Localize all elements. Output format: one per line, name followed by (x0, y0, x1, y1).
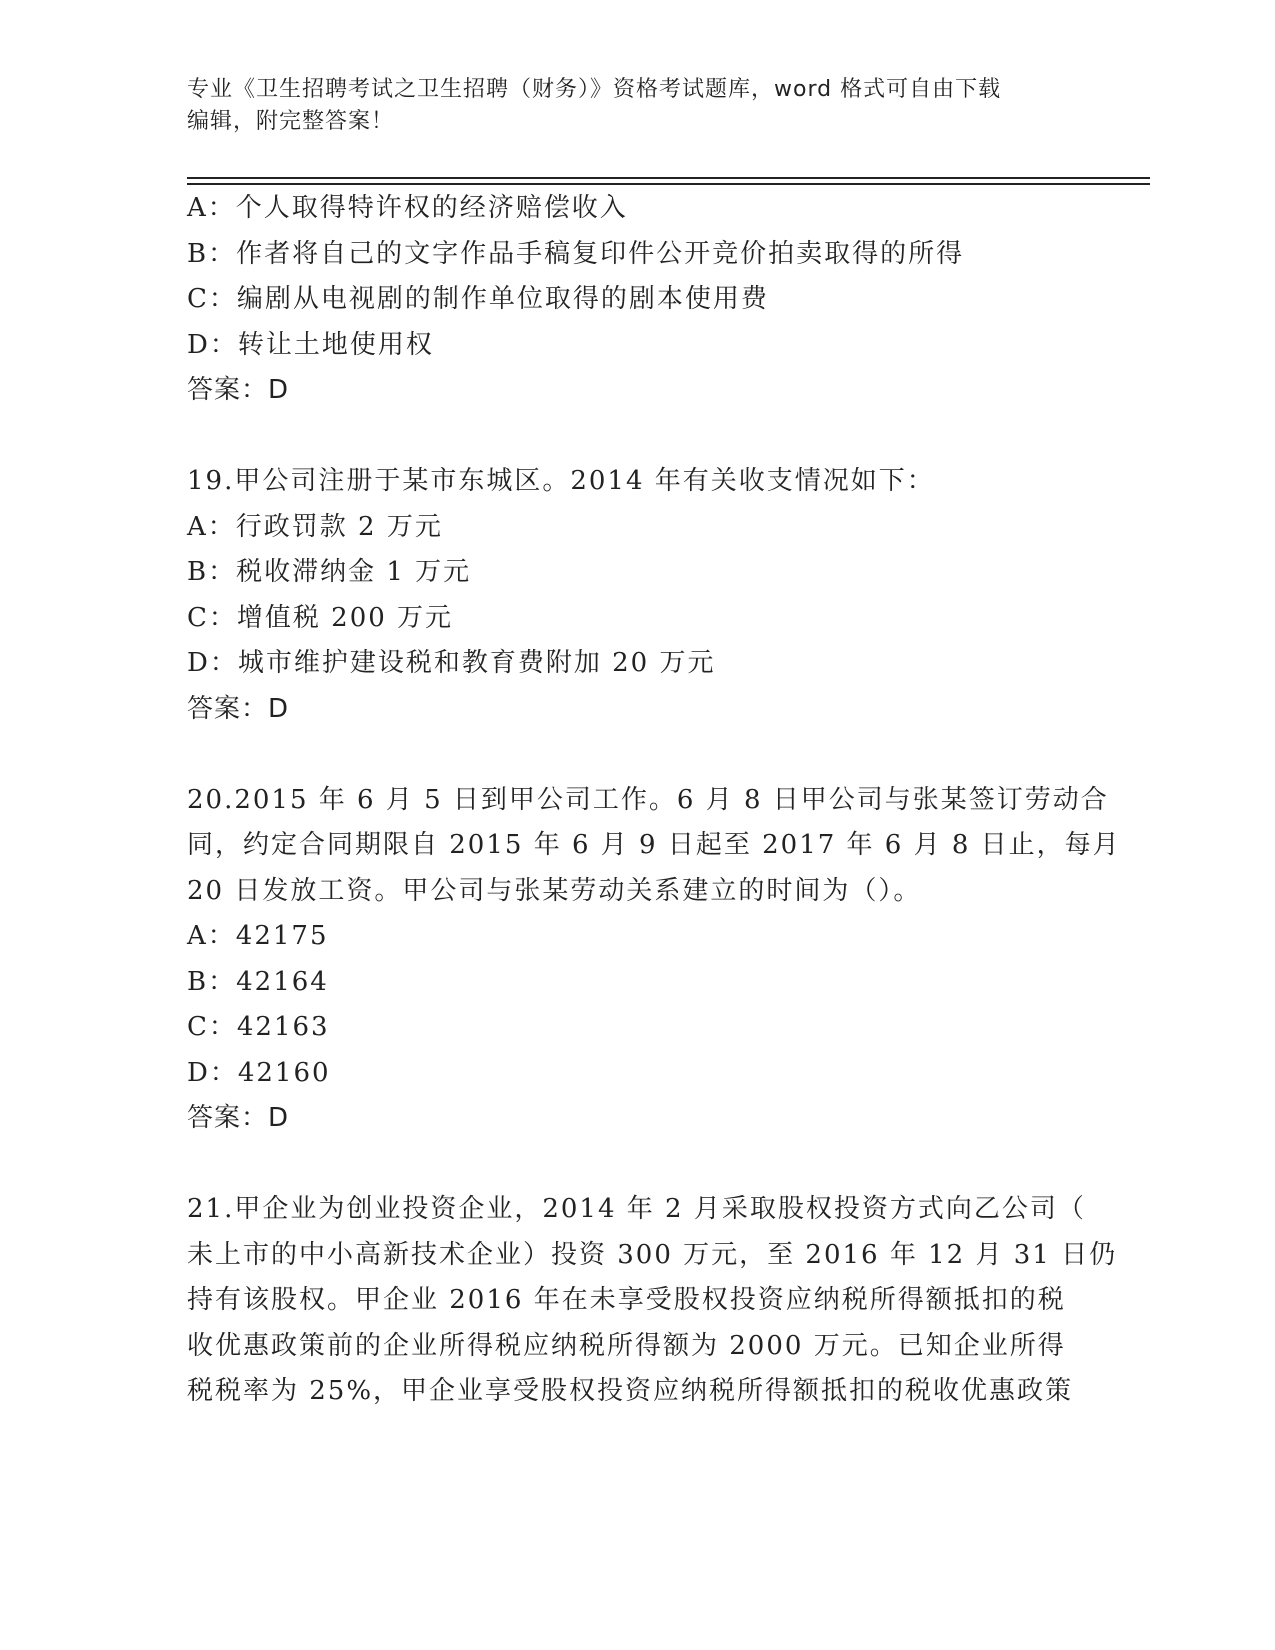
question-19 (187, 459, 1077, 732)
header-divider-top (187, 177, 1150, 179)
answer: 答案：D (187, 375, 290, 405)
answer: 答案：D (187, 693, 290, 724)
question-stem-line-3: 20 日发放工资。甲公司与张某劳动关系建立的时间为（）。 (187, 875, 922, 906)
option-d: D：42160 (187, 1057, 331, 1088)
question-18 (187, 186, 1077, 414)
option-c: C：增值税 200 万元 (187, 602, 454, 633)
option-a: A：行政罚款 2 万元 (187, 511, 443, 542)
option-a: A：42175 (187, 921, 329, 951)
question-stem-line-1: 20.2015 年 6 月 5 日到甲公司工作。6 月 8 日甲公司与张某签订劳动合 (187, 784, 1109, 815)
question-21 (187, 1187, 1118, 1415)
question-stem-line-2: 未上市的中小高新技术企业）投资 300 万元，至 2016 年 12 月 31 日仍 (187, 1239, 1118, 1270)
question-stem-line-4: 收优惠政策前的企业所得税应纳税所得额为 2000 万元。已知企业所得 (187, 1330, 1066, 1361)
option-c: C：42163 (187, 1012, 330, 1042)
option-d: D：转让土地使用权 (187, 329, 434, 360)
question-content (187, 186, 1121, 1415)
question-stem-line-5: 税税率为 25%，甲企业享受股权投资应纳税所得额抵扣的税收优惠政策 (187, 1376, 1074, 1406)
option-b: B：42164 (187, 966, 329, 997)
header-line-1: 专业《卫生招聘考试之卫生招聘（财务）》资格考试题库，word 格式可自由下载 (187, 77, 1002, 102)
option-b: B：作者将自己的文字作品手稿复印件公开竞价拍卖取得的所得 (187, 238, 965, 269)
page-header (187, 74, 1067, 138)
question-stem: 19.甲公司注册于某市东城区。2014 年有关收支情况如下： (187, 466, 935, 496)
answer: 答案：D (187, 1103, 290, 1133)
option-c: C：编剧从电视剧的制作单位取得的剧本使用费 (187, 284, 769, 314)
question-20 (187, 778, 1121, 1142)
header-line-2: 编辑，附完整答案！ (187, 109, 395, 134)
option-b: B：税收滞纳金 1 万元 (187, 557, 472, 587)
question-stem-line-3: 持有该股权。甲企业 2016 年在未享受股权投资应纳税所得额抵扣的税 (187, 1285, 1066, 1315)
header-divider-bottom (187, 183, 1150, 185)
question-stem-line-2: 同，约定合同期限自 2015 年 6 月 9 日起至 2017 年 6 月 8 日止，每月 (187, 830, 1121, 860)
option-a: A：个人取得特许权的经济赔偿收入 (187, 193, 628, 223)
question-stem-line-1: 21.甲企业为创业投资企业，2014 年 2 月采取股权投资方式向乙公司（ (187, 1194, 1086, 1224)
spacer (187, 732, 1077, 778)
spacer (187, 414, 1077, 460)
option-d: D：城市维护建设税和教育费附加 20 万元 (187, 648, 716, 678)
spacer (187, 1142, 1077, 1188)
